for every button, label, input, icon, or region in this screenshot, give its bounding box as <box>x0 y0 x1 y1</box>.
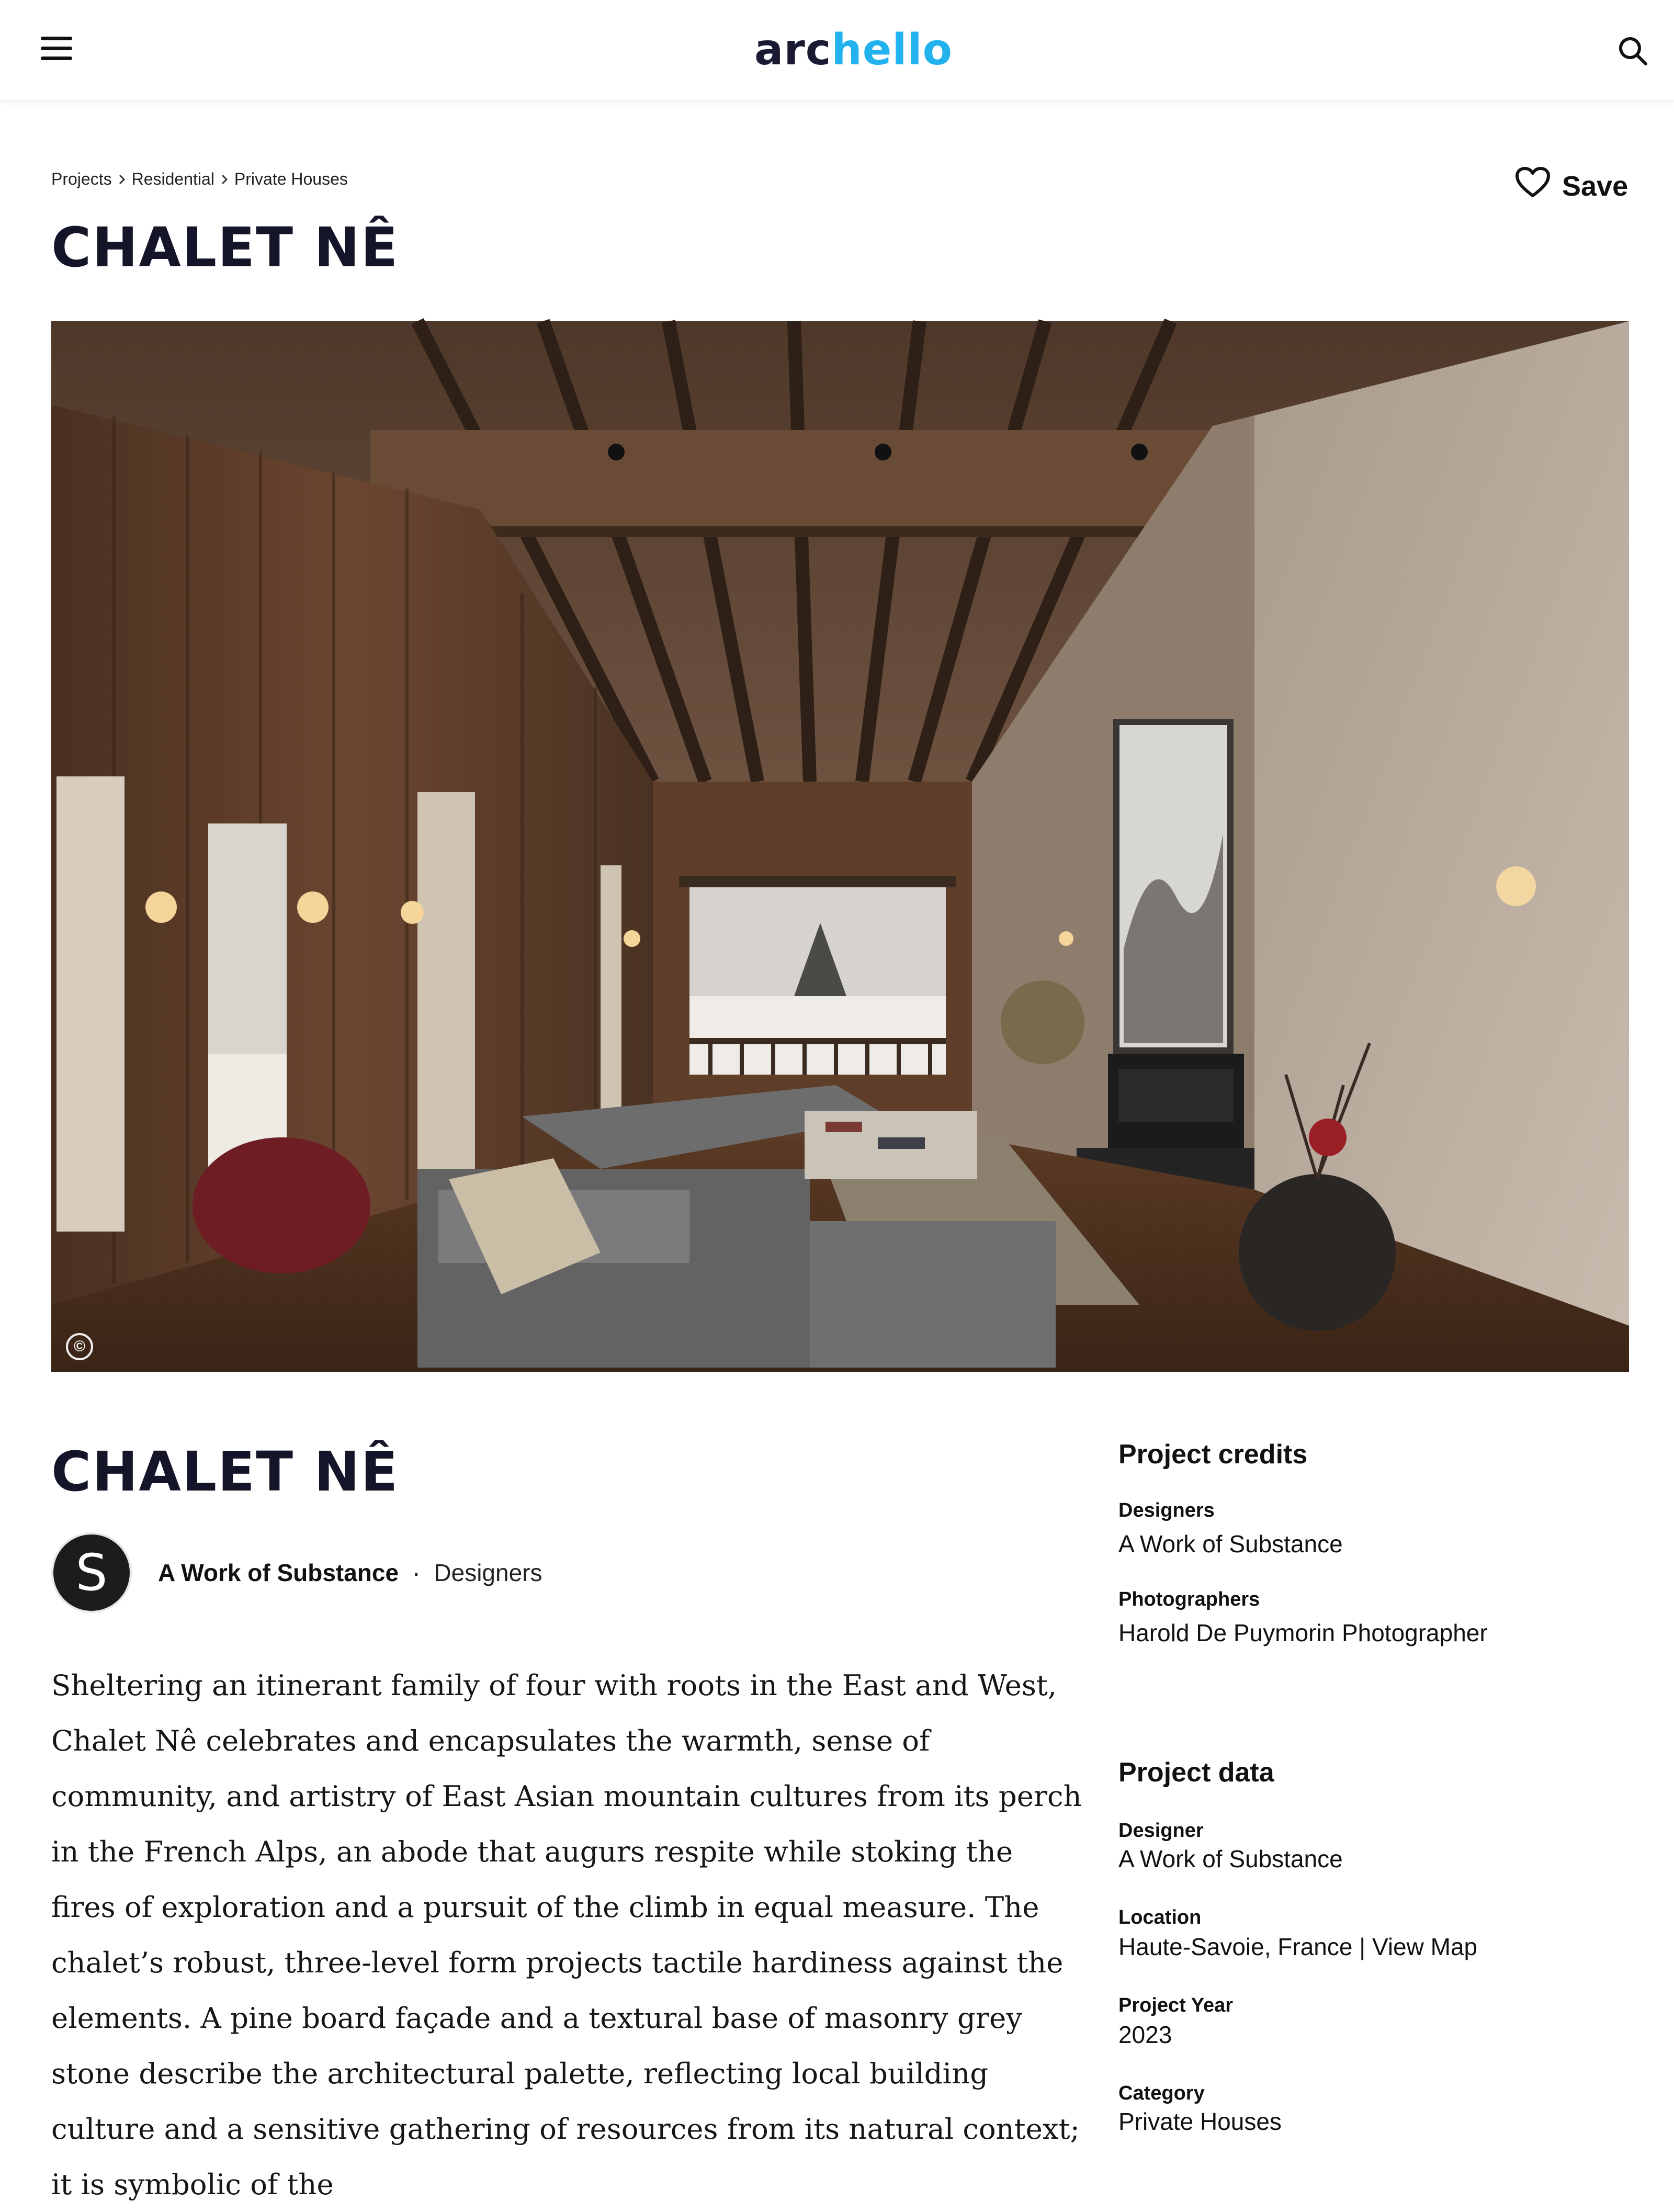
project-data-title: Project data <box>1118 1757 1274 1788</box>
location-label: Location <box>1118 1906 1202 1928</box>
location-value-link[interactable]: Haute-Savoie, France <box>1118 1933 1353 1960</box>
top-navigation-bar <box>0 0 1674 101</box>
credits-designers-label <box>1118 1499 1631 1522</box>
project-year-label: Project Year <box>1118 1994 1234 2016</box>
view-map-link[interactable]: View Map <box>1372 1933 1478 1960</box>
chalet-living-room-illustration <box>51 321 1629 1372</box>
location-separator: | <box>1359 1933 1366 1960</box>
search-icon[interactable] <box>1616 35 1649 67</box>
project-heading: CHALET NÊ <box>51 1440 399 1504</box>
copyright-icon[interactable]: © <box>66 1333 93 1360</box>
archello-logo[interactable] <box>754 25 953 77</box>
breadcrumb-projects[interactable]: Projects <box>51 170 112 188</box>
data-location-value-row <box>1118 1933 1631 1961</box>
breadcrumb-private-houses[interactable]: Private Houses <box>234 170 348 188</box>
project-year-value: 2023 <box>1118 2021 1172 2048</box>
logo-text-suffix: ello <box>862 25 953 75</box>
project-data-section <box>1118 1757 1631 1788</box>
data-year-value-row <box>1118 2021 1631 2049</box>
breadcrumb <box>51 170 348 189</box>
project-hero-image[interactable] <box>51 321 1629 1372</box>
project-credits-title: Project credits <box>1118 1439 1308 1470</box>
category-label: Category <box>1118 2082 1205 2104</box>
author-name-link[interactable]: A Work of Substance <box>158 1559 399 1586</box>
heart-outline-icon <box>1515 166 1551 206</box>
category-value-link[interactable]: Private Houses <box>1118 2108 1282 2135</box>
credits-photographers-value-row <box>1118 1619 1631 1647</box>
designer-label: Designer <box>1118 1820 1204 1842</box>
save-label: Save <box>1562 170 1628 202</box>
chevron-right-icon <box>214 172 234 187</box>
author-row <box>51 1532 542 1613</box>
data-designer-value-row <box>1118 1845 1631 1873</box>
author-role: Designers <box>434 1559 542 1586</box>
logo-text-prefix: arc <box>754 25 832 75</box>
data-category-label-row <box>1118 2082 1631 2105</box>
credits-photographers-label-row <box>1118 1588 1631 1611</box>
save-button[interactable] <box>1515 166 1628 206</box>
chevron-right-icon <box>112 172 132 187</box>
designers-label: Designers <box>1118 1499 1215 1521</box>
author-separator: · <box>412 1559 421 1586</box>
data-year-label-row <box>1118 1994 1631 2017</box>
credits-designers-value-row <box>1118 1530 1631 1558</box>
photographers-value-link[interactable]: Harold De Puymorin Photographer <box>1118 1619 1488 1646</box>
data-location-label-row <box>1118 1906 1631 1929</box>
project-description: Sheltering an itinerant family of four with roots in the East and West, Chalet Nê celebrates and encapsulates the warmth, sense of community, and artistry of East Asian mountain cultures from its perch in the French Alps, an abode that augurs respite while stoking the fires of exploration and a pursuit of the climb in equal measure. The chalet’s robust, three-level form projects tactile hardiness against the elements. A pine board façade and a textural base of masonry grey stone describe the architectural palette, reflecting local building culture and a sensitive gathering of resources from its natural context; it is symbolic of the <box>51 1668 1082 2201</box>
photographers-label: Photographers <box>1118 1588 1260 1610</box>
breadcrumb-residential[interactable]: Residential <box>131 170 214 188</box>
data-category-value-row <box>1118 2107 1631 2136</box>
designers-value-link[interactable]: A Work of Substance <box>1118 1530 1343 1558</box>
logo-text-h: h <box>831 25 863 75</box>
page-title: CHALET NÊ <box>51 216 399 279</box>
designer-value-link[interactable]: A Work of Substance <box>1118 1845 1343 1872</box>
hamburger-menu-icon[interactable] <box>41 37 72 62</box>
project-credits-section <box>1118 1439 1631 1470</box>
data-designer-label-row <box>1118 1820 1631 1842</box>
avatar[interactable]: S <box>51 1532 132 1613</box>
